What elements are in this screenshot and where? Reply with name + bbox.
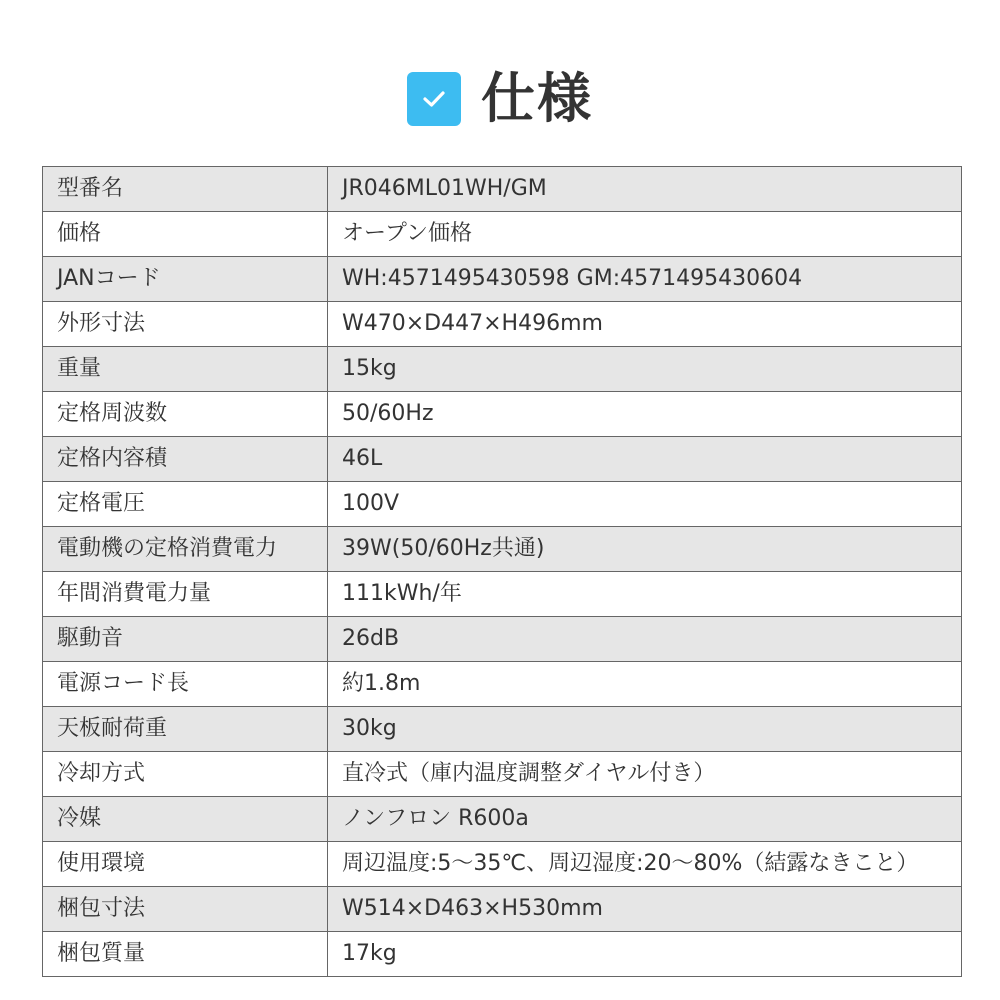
spec-value: 17kg [328,932,962,977]
spec-value: ノンフロン R600a [328,797,962,842]
spec-table [42,166,962,977]
spec-value: 約1.8m [328,662,962,707]
table-row [43,167,962,212]
spec-value: 26dB [328,617,962,662]
table-row [43,662,962,707]
table-row [43,302,962,347]
spec-label: 電動機の定格消費電力 [43,527,328,572]
spec-value: W514×D463×H530mm [328,887,962,932]
spec-label: 年間消費電力量 [43,572,328,617]
table-row [43,347,962,392]
spec-value: JR046ML01WH/GM [328,167,962,212]
table-row [43,212,962,257]
table-row [43,482,962,527]
table-row [43,617,962,662]
spec-label: 外形寸法 [43,302,328,347]
spec-label: 電源コード長 [43,662,328,707]
table-row [43,257,962,302]
spec-value: 周辺温度:5～35℃、周辺湿度:20～80%（結露なきこと） [328,842,962,887]
table-row [43,437,962,482]
spec-label: 定格電圧 [43,482,328,527]
spec-label: 冷媒 [43,797,328,842]
spec-value: 39W(50/60Hz共通) [328,527,962,572]
table-row [43,797,962,842]
table-row [43,707,962,752]
spec-label: JANコード [43,257,328,302]
spec-label: 冷却方式 [43,752,328,797]
spec-value: 直冷式（庫内温度調整ダイヤル付き） [328,752,962,797]
spec-value: W470×D447×H496mm [328,302,962,347]
table-row [43,392,962,437]
table-row [43,842,962,887]
spec-value: オープン価格 [328,212,962,257]
spec-label: 型番名 [43,167,328,212]
spec-label: 定格周波数 [43,392,328,437]
spec-value: 46L [328,437,962,482]
spec-label: 価格 [43,212,328,257]
spec-value: 111kWh/年 [328,572,962,617]
spec-label: 重量 [43,347,328,392]
table-row [43,752,962,797]
spec-label: 梱包寸法 [43,887,328,932]
spec-value: 30kg [328,707,962,752]
spec-label: 駆動音 [43,617,328,662]
spec-label: 使用環境 [43,842,328,887]
table-row [43,572,962,617]
page-header [0,66,1000,132]
spec-value: 15kg [328,347,962,392]
table-row [43,527,962,572]
check-icon [407,72,461,126]
spec-label: 梱包質量 [43,932,328,977]
spec-label: 定格内容積 [43,437,328,482]
table-row [43,887,962,932]
spec-label: 天板耐荷重 [43,707,328,752]
page-title: 仕様 [481,67,593,130]
spec-value: WH:4571495430598 GM:4571495430604 [328,257,962,302]
spec-value: 50/60Hz [328,392,962,437]
table-row [43,932,962,977]
spec-value: 100V [328,482,962,527]
